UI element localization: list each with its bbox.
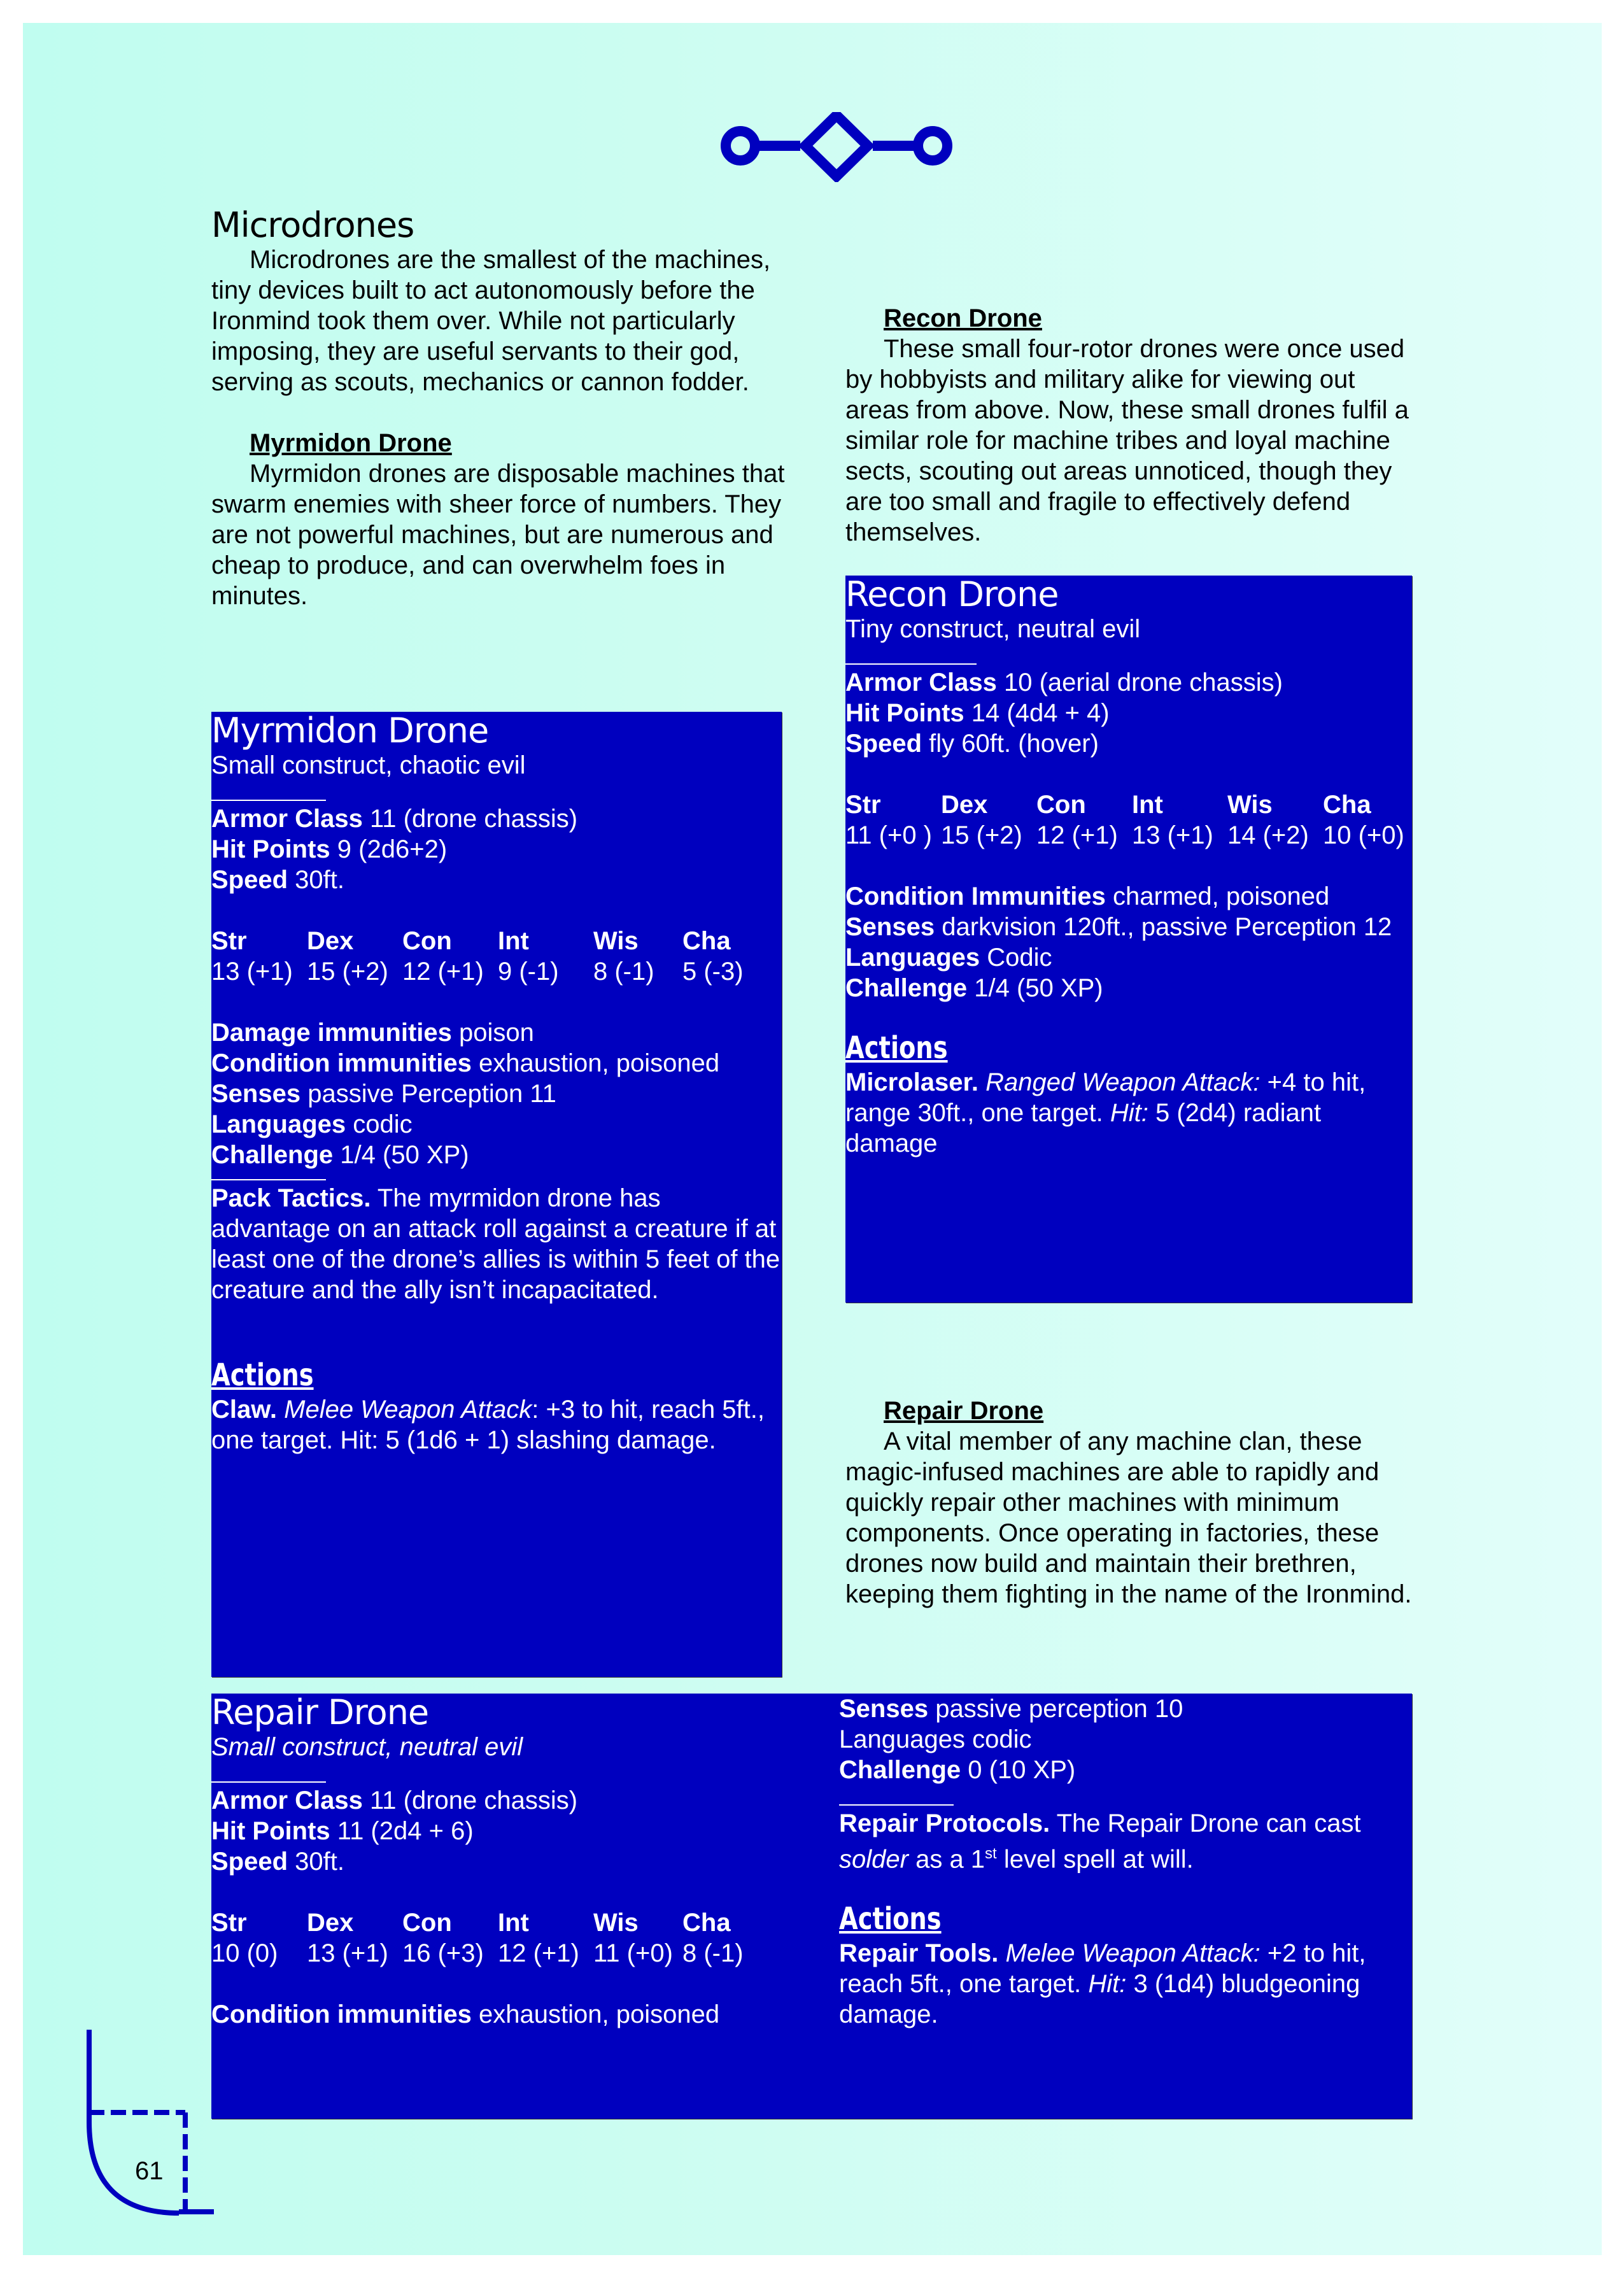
stat-value: 15 (+2): [307, 958, 388, 986]
armor-class: 11 (drone chassis): [370, 1786, 578, 1815]
recon-lore-paragraph: These small four-rotor drones were once used by hobbyists and military alike for viewing out areas from above. Now, these small drones fulfil a similar role for machine tribes and loyal machine sects, scouting out areas unnoticed, though they are too small and fragile to effectively defend themselves.: [845, 335, 1409, 546]
label: Armor Class: [845, 669, 997, 697]
languages: codic: [353, 1110, 413, 1138]
stat-label: Con: [402, 1909, 452, 1937]
recon-lore-heading: Recon Drone: [884, 304, 1042, 332]
hit-label: Hit:: [1110, 1099, 1148, 1127]
stat-label: Dex: [941, 791, 988, 819]
statblock-type: Small construct, neutral evil: [211, 1733, 523, 1761]
action-text: +2 to hit, reach 5ft., one target.: [839, 1939, 1366, 1999]
stat-label: Dex: [307, 927, 354, 955]
myrmidon-statblock: [211, 712, 782, 1677]
stat-value: 12 (+1): [1036, 821, 1118, 849]
hit-points: 11 (2d4 + 6): [337, 1817, 474, 1845]
stat-label: Int: [1132, 791, 1163, 819]
label: Challenge: [845, 974, 968, 1002]
recon-statblock: [845, 576, 1412, 1303]
label: Challenge: [839, 1756, 961, 1784]
stat-value: 11 (+0): [593, 1939, 673, 1967]
challenge: 1/4 (50 XP): [974, 974, 1103, 1002]
label: Hit Points: [211, 1817, 330, 1845]
label: Armor Class: [211, 1786, 363, 1815]
label: Hit Points: [211, 835, 330, 863]
repair-lore-paragraph: A vital member of any machine clan, these magic-infused machines are able to rapidly and quickly repair other machines with minimum components. Once operating in factories, these drones now build and maintain their brethren, keeping them fighting in the name of the Ironmind.: [845, 1427, 1412, 1608]
stat-value: 16 (+3): [402, 1939, 484, 1967]
trait-text: The Repair Drone can cast: [1056, 1809, 1361, 1837]
label: Hit Points: [845, 699, 964, 727]
action-text: 3 (1d4) bludgeoning damage.: [839, 1970, 1360, 2029]
stat-value: 13 (+1): [211, 958, 293, 986]
statblock-name: Recon Drone: [845, 574, 1059, 614]
ability-labels: [845, 789, 1412, 820]
page: [23, 23, 1602, 2255]
label: Damage immunities: [211, 1019, 452, 1047]
languages: Languages codic: [839, 1725, 1032, 1753]
ability-scores: [211, 956, 782, 987]
section-title: Microdrones: [211, 205, 414, 245]
action-type: Ranged Weapon Attack:: [985, 1068, 1260, 1096]
divider: [211, 1170, 326, 1180]
actions-heading: Actions: [845, 1030, 948, 1066]
action-text: : +3 to hit, reach 5ft., one target. Hit: 5 (1d6 + 1) slashing damage.: [211, 1396, 765, 1454]
armor-class: 10 (aerial drone chassis): [1004, 669, 1283, 697]
label: Condition immunities: [211, 1049, 472, 1077]
senses: darkvision 120ft., passive Perception 12: [942, 913, 1392, 941]
stat-label: Con: [1036, 791, 1086, 819]
repair-statblock-left: [211, 1694, 784, 2030]
ability-labels: [211, 926, 782, 956]
divider: [211, 1762, 326, 1783]
repair-lore: [845, 1396, 1418, 1609]
senses: passive perception 10: [935, 1695, 1183, 1723]
trait-text: level spell at will.: [1003, 1845, 1194, 1874]
stat-value: 10 (+0): [1323, 821, 1404, 849]
myrmidon-lore-heading: Myrmidon Drone: [250, 429, 452, 457]
action-type: Melee Weapon Attack:: [1005, 1939, 1260, 1968]
stat-label: Int: [498, 927, 529, 955]
statblock-type: Small construct, chaotic evil: [211, 751, 526, 779]
stat-value: 8 (-1): [682, 1939, 744, 1967]
repair-lore-heading: Repair Drone: [884, 1397, 1044, 1425]
trait-name: Repair Protocols.: [839, 1809, 1050, 1837]
circle-diamond-circle-ornament-icon: [719, 112, 954, 182]
stat-label: Str: [845, 791, 881, 819]
condition-immunities: exhaustion, poisoned: [479, 2000, 720, 2028]
stat-value: 5 (-3): [682, 958, 744, 986]
stat-label: Int: [498, 1909, 529, 1937]
corner-bracket-ornament-icon: [55, 2030, 214, 2240]
armor-class: 11 (drone chassis): [370, 805, 578, 833]
action-name: Claw.: [211, 1396, 277, 1424]
stat-value: 12 (+1): [498, 1939, 579, 1967]
statblock-name: Myrmidon Drone: [211, 711, 489, 751]
action-text: 5 (2d4) radiant damage: [845, 1099, 1322, 1157]
stat-label: Dex: [307, 1909, 354, 1937]
label: Senses: [839, 1695, 929, 1723]
myrmidon-lore-paragraph: Myrmidon drones are disposable machines that swarm enemies with sheer force of numbers. They are not powerful machines, but are numerous and cheap to produce, and can overwhelm foes in minutes.: [211, 460, 785, 610]
label: Senses: [845, 913, 935, 941]
senses: passive Perception 11: [307, 1080, 556, 1108]
label: Challenge: [211, 1141, 334, 1169]
condition-immunities: charmed, poisoned: [1113, 882, 1330, 910]
action-text: +4 to hit, range 30ft., one target.: [845, 1068, 1366, 1127]
label: Speed: [211, 1848, 288, 1876]
stat-label: Wis: [1227, 791, 1273, 819]
stat-label: Str: [211, 927, 247, 955]
stat-value: 14 (+2): [1227, 821, 1309, 849]
label: Senses: [211, 1080, 301, 1108]
action-name: Repair Tools.: [839, 1939, 999, 1968]
stat-label: Cha: [682, 927, 731, 955]
actions-heading: Actions: [839, 1901, 942, 1937]
repair-statblock: [211, 1694, 1412, 2119]
label: Speed: [845, 730, 922, 758]
stat-value: 15 (+2): [941, 821, 1022, 849]
statblock-type: Tiny construct, neutral evil: [845, 615, 1141, 643]
label: Armor Class: [211, 805, 363, 833]
divider: [839, 1785, 954, 1806]
ability-scores: [211, 1938, 784, 1969]
languages: Codic: [987, 944, 1052, 972]
stat-value: 10 (0): [211, 1939, 278, 1967]
hit-label: Hit:: [1088, 1970, 1127, 1999]
intro-paragraph: Microdrones are the smallest of the machines, tiny devices built to act autonomously before the Ironmind took them over. While not particularly imposing, they are useful servants to their god, serving as scouts, mechanics or cannon fodder.: [211, 246, 771, 396]
stat-label: Wis: [593, 1909, 639, 1937]
ordinal-suffix: st: [985, 1845, 997, 1862]
stat-label: Con: [402, 927, 452, 955]
ability-scores: [845, 820, 1412, 851]
challenge: 0 (10 XP): [968, 1756, 1076, 1784]
page-number: 61: [135, 2157, 164, 2185]
stat-value: 12 (+1): [402, 958, 484, 986]
stat-value: 9 (-1): [498, 958, 559, 986]
divider: [211, 781, 326, 801]
label: Languages: [845, 944, 980, 972]
stat-value: 13 (+1): [1132, 821, 1213, 849]
repair-statblock-right: [839, 1694, 1412, 2030]
stat-value: 13 (+1): [307, 1939, 388, 1967]
ability-labels: [211, 1907, 784, 1938]
label: Speed: [211, 866, 288, 894]
trait-name: Pack Tactics.: [211, 1184, 371, 1212]
trait-text: The myrmidon drone has advantage on an attack roll against a creature if at least one of the drone’s allies is within 5 feet of the creature and the ally isn’t incapacitated.: [211, 1184, 780, 1304]
left-column-lore: [211, 206, 810, 611]
stat-label: Str: [211, 1909, 247, 1937]
damage-immunities: poison: [459, 1019, 534, 1047]
label: Condition Immunities: [845, 882, 1106, 910]
trait-text: as a 1: [915, 1845, 985, 1874]
stat-label: Cha: [682, 1909, 731, 1937]
speed: 30ft.: [295, 866, 345, 894]
statblock-name: Repair Drone: [211, 1692, 429, 1732]
stat-value: 8 (-1): [593, 958, 654, 986]
speed: fly 60ft. (hover): [929, 730, 1099, 758]
label: Condition immunities: [211, 2000, 472, 2028]
stat-value: 11 (+0 ): [845, 821, 932, 849]
speed: 30ft.: [295, 1848, 345, 1876]
actions-heading: Actions: [211, 1357, 314, 1393]
hit-points: 9 (2d6+2): [337, 835, 448, 863]
hit-points: 14 (4d4 + 4): [971, 699, 1110, 727]
recon-lore: [845, 303, 1418, 548]
challenge: 1/4 (50 XP): [340, 1141, 469, 1169]
condition-immunities: exhaustion, poisoned: [479, 1049, 720, 1077]
label: Languages: [211, 1110, 346, 1138]
spell-name: solder: [839, 1845, 908, 1874]
stat-label: Wis: [593, 927, 639, 955]
divider: [845, 644, 977, 665]
action-type: Melee Weapon Attack: [284, 1396, 532, 1424]
action-name: Microlaser.: [845, 1068, 979, 1096]
stat-label: Cha: [1323, 791, 1371, 819]
